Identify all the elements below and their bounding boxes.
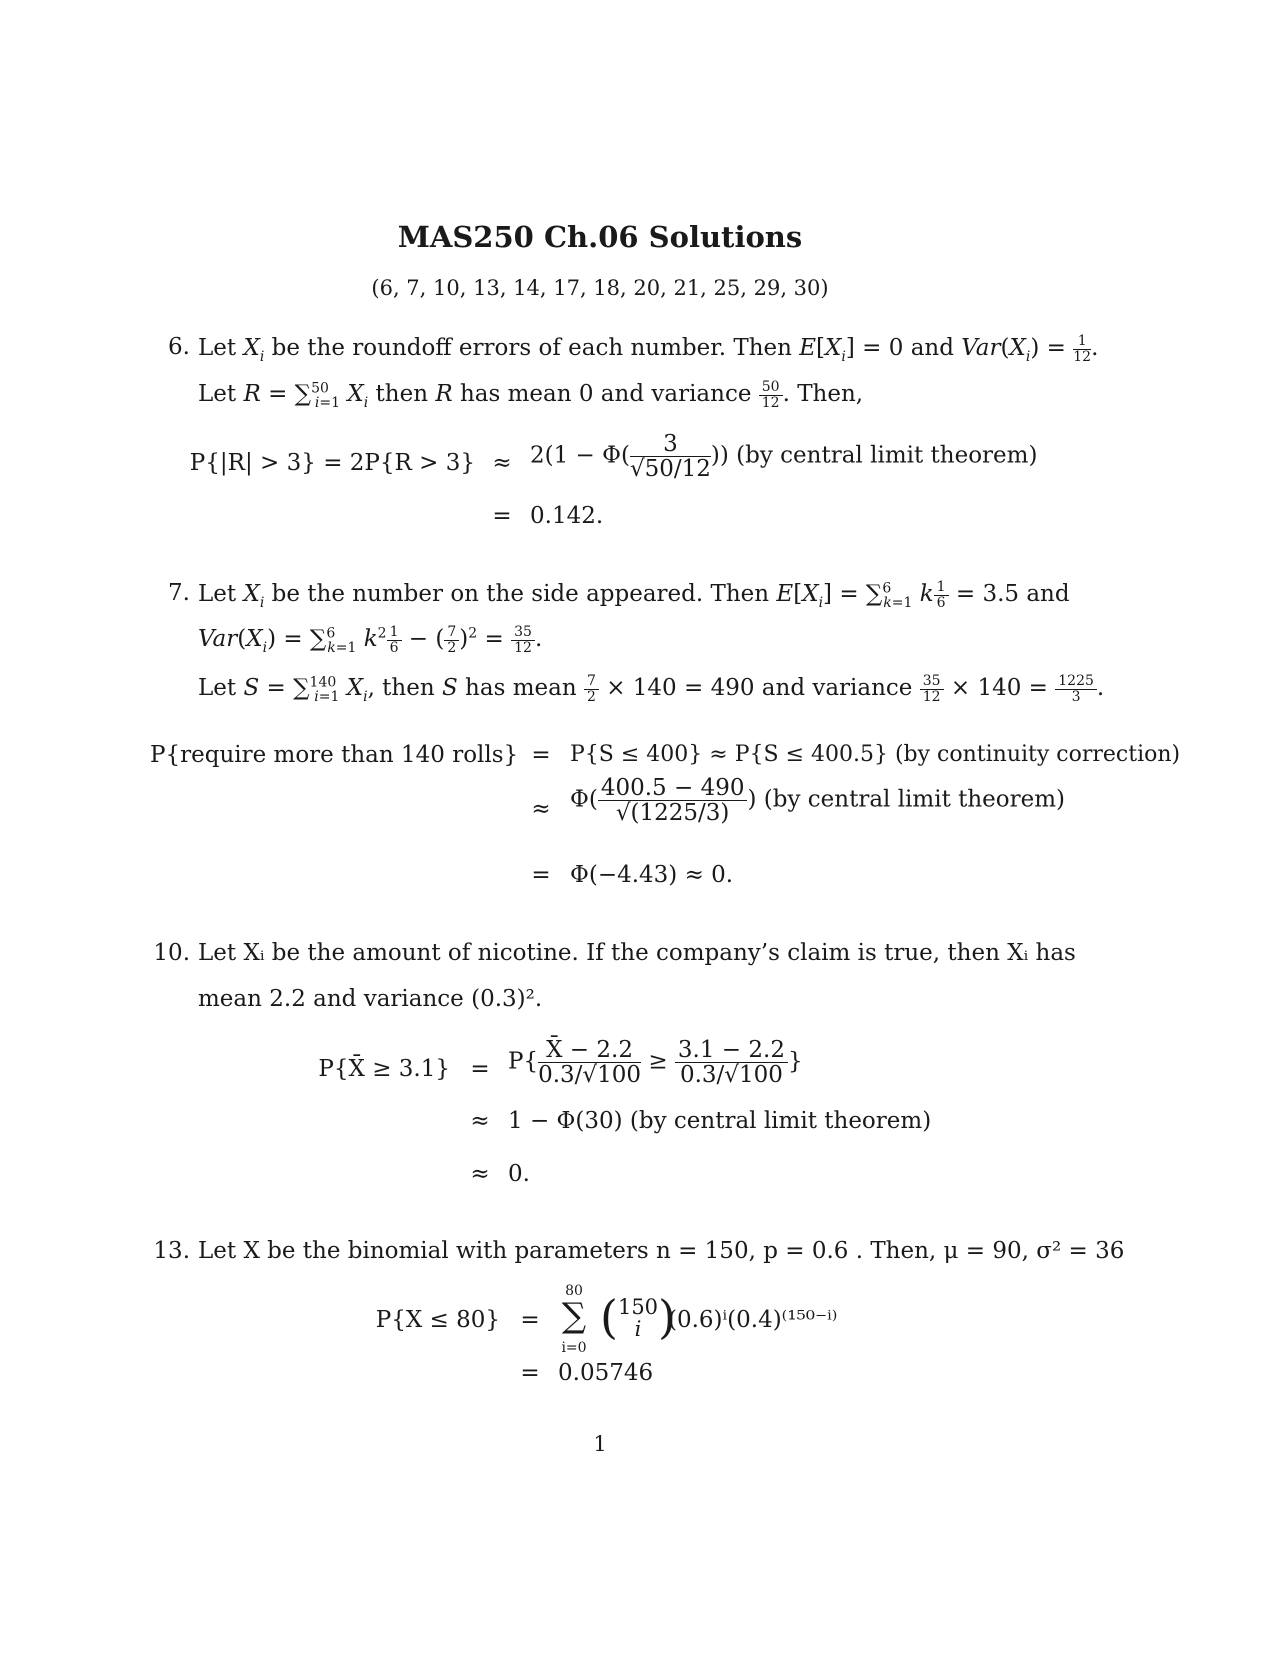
text: ≥ [648, 1048, 668, 1075]
numerator: 3.1 − 2.2 [675, 1038, 788, 1063]
denominator: 12 [761, 394, 780, 411]
text: Φ( [570, 786, 598, 813]
text: Let [198, 381, 244, 408]
problem-7-line1: Let $X_i$ be the number on the side appeared. Then $E[X_i] = \sum^6_{k=1}$ k $\frac{1}{6}$ = 3.5 and [198, 579, 1070, 611]
p13-eq2-rhs: 0.05746 [558, 1360, 654, 1386]
p6-eq2-rel: = [492, 503, 512, 529]
page-title: MAS250 Ch.06 Solutions [397, 220, 803, 254]
text: 2(1 − Φ( [530, 442, 630, 469]
numerator: X̄ − 2.2 [538, 1038, 641, 1063]
sum-upper-limit: 80 [565, 1283, 583, 1299]
p7-eq1-lhs: P{require more than 140 rolls} [150, 742, 519, 768]
p10-eq1-rel: = [470, 1056, 490, 1082]
text: has mean [457, 675, 584, 702]
fraction [675, 1038, 788, 1087]
p10-eq1-rhs [508, 1038, 803, 1087]
problem-10-line1: Let Xᵢ be the amount of nicotine. If the company’s claim is true, then Xᵢ has [198, 940, 1076, 966]
binomial-stack [618, 1296, 658, 1340]
text: × 140 = 490 and variance [598, 675, 920, 702]
numerator: 3 [630, 432, 711, 457]
text: be the number on the side appeared. Then [264, 581, 777, 608]
problem-6-line2: Let R = ∑$^{50}_{i=1}$ $X_i$ then R has mean 0 and variance $\frac{50}{12}$ . Then, [198, 379, 864, 411]
text: = [477, 626, 512, 653]
problem-7-number: 7. [168, 580, 190, 606]
p7-eq3-rhs: Φ(−4.43) ≈ 0. [570, 862, 734, 888]
text: = 3.5 and [948, 581, 1070, 608]
p13-eq1-lhs: P{X ≤ 80} [375, 1307, 500, 1333]
text: . Then, [782, 381, 864, 408]
text: Let [198, 335, 244, 362]
fraction [1073, 334, 1091, 364]
text: = [1039, 335, 1074, 362]
numerator: 400.5 − 490 [598, 776, 748, 801]
text: has mean 0 and variance [452, 381, 759, 408]
p10-eq2-rhs: 1 − Φ(30) (by central limit theorem) [508, 1108, 932, 1134]
denominator: 0.3/√100 [679, 1062, 783, 1089]
problem-10-line2: mean 2.2 and variance (0.3)². [198, 986, 543, 1012]
text: be the roundoff errors of each number. Then [264, 335, 800, 362]
sigma-icon: ∑ [561, 1296, 587, 1336]
p6-eq1-lhs: P{|R| > 3} = 2P{R > 3} [189, 450, 475, 476]
p7-eq2-rhs [570, 776, 1065, 825]
p10-eq3-rel: ≈ [470, 1161, 490, 1187]
p10-eq2-rel: ≈ [470, 1108, 490, 1134]
text: P{ [508, 1048, 539, 1075]
denominator: √50/12 [629, 456, 711, 483]
sum-lower-limit: i=0 [561, 1340, 587, 1356]
binomial-coefficient: ( 150 i ) [600, 1290, 676, 1344]
numerator: 50 [759, 380, 783, 396]
text: ) (by central limit theorem) [747, 786, 1066, 813]
binomial-top: 150 [617, 1294, 659, 1319]
problem-13-line1: Let X be the binomial with parameters n = 150, p = 0.6 . Then, μ = 90, σ² = 36 [198, 1238, 1125, 1264]
denominator: 0.3/√100 [538, 1062, 641, 1089]
text: × 140 = [943, 675, 1056, 702]
problem-10-number: 10. [153, 940, 190, 966]
fraction [538, 1038, 641, 1087]
p6-eq2-rhs: 0.142. [530, 503, 604, 529]
text: . [1096, 675, 1105, 702]
text: , then [367, 675, 442, 702]
p13-eq1-rel: = [520, 1307, 540, 1333]
numerator: 1 [1073, 334, 1091, 350]
p7-eq1-rhs: P{S ≤ 400} ≈ P{S ≤ 400.5} (by continuity correction) [570, 742, 1181, 767]
problem-7-line3: Let S = ∑$^{140}_{i=1}$ $X_i$, then S has mean $\frac{7}{2}$ × 140 = 490 and variance $\frac{35}{12}$ × 140 = $\frac{1225}{3}$ . [198, 673, 1105, 705]
problem-13-number: 13. [153, 1238, 190, 1264]
p10-eq1-lhs: P{X̄ ≥ 3.1} [318, 1056, 450, 1082]
problem-7-line2: $Var(X_i) = \sum^6_{k=1}$ $k^2$ $\frac{1}{6}$ − ( $\frac{7}{2}$ )$^2$ = $\frac{35}{12}$ . [198, 624, 543, 656]
denominator: √(1225/3) [615, 800, 730, 827]
problem-list: (6, 7, 10, 13, 14, 17, 18, 20, 21, 25, 29, 30) [371, 276, 829, 300]
denominator: 12 [1073, 348, 1092, 365]
p13-eq1-rhs: (0.6)ⁱ(0.4)⁽¹⁵⁰⁻ⁱ⁾ [668, 1307, 838, 1333]
fraction [630, 432, 711, 481]
text: } [787, 1048, 803, 1075]
text: then [368, 381, 436, 408]
fraction [598, 776, 748, 825]
page-number: 1 [593, 1432, 607, 1456]
binomial-bottom: i [634, 1316, 642, 1341]
p10-eq3-rhs: 0. [508, 1161, 530, 1187]
problem-6-number: 6. [168, 334, 190, 360]
text: Let [198, 581, 244, 608]
problem-6-line1: Let $X_i$ be the roundoff errors of each number. Then $E[X_i] = 0$ and $Var(X_i)$ = $\frac{1}{12}$ . [198, 333, 1099, 365]
fraction [759, 380, 783, 410]
p7-eq1-rel: = [531, 742, 551, 768]
p6-eq1-rel: ≈ [492, 450, 512, 476]
p13-eq2-rel: = [520, 1360, 540, 1386]
text: = 0 and [854, 335, 962, 362]
text: Let [198, 675, 244, 702]
p7-eq2-rel: ≈ [531, 796, 551, 822]
p6-eq1-rhs [530, 432, 1037, 481]
p7-eq3-rel: = [531, 862, 551, 888]
text: )) (by central limit theorem) [710, 442, 1038, 469]
